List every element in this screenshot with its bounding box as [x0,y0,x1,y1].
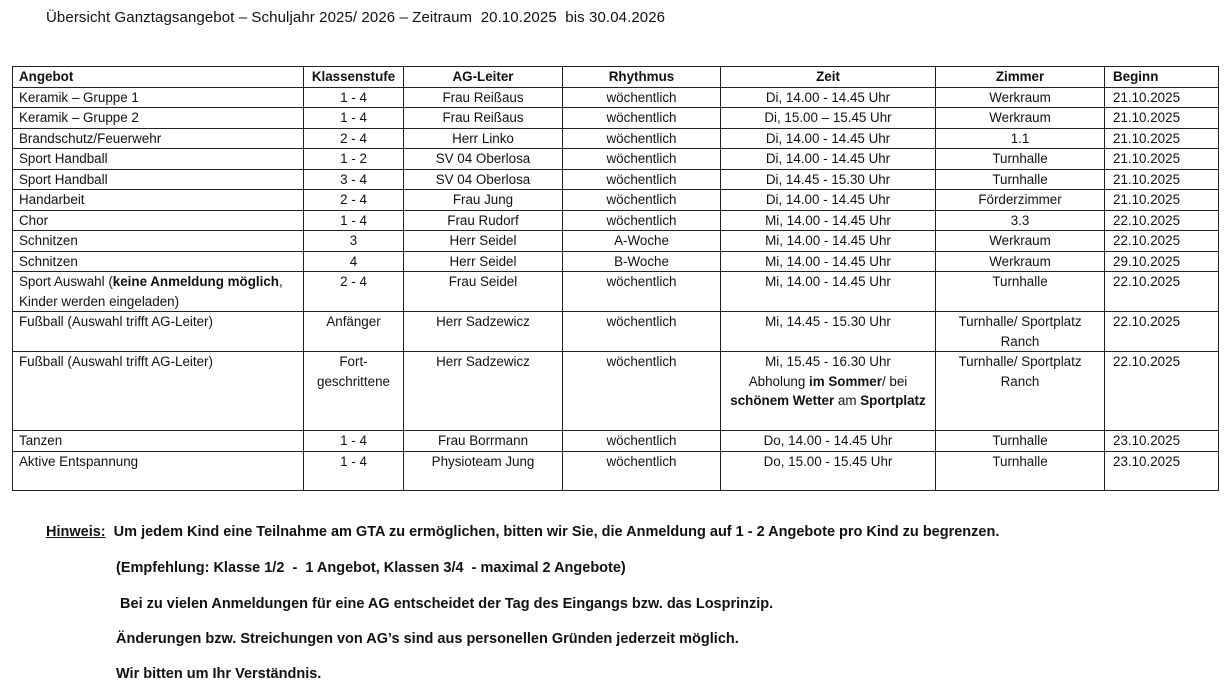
cell-zimmer: Förderzimmer [936,190,1105,211]
table-row-fussball-fortgeschrittene [13,352,1219,431]
header-zimmer: Zimmer [936,67,1105,88]
cell-klassenstufe: 1 - 4 [304,87,404,108]
hinweis-line4: Änderungen bzw. Streichungen von AG’s sind aus personellen Gründen jederzeit möglich. [116,631,739,647]
cell-zeit: Di, 14.00 - 14.45 Uhr [721,128,936,149]
cell-klassenstufe: Fort-geschrittene [304,352,404,431]
zeit-bold-weather: schönem Wetter [730,393,835,408]
cell-beginn: 23.10.2025 [1105,431,1219,452]
cell-zeit: Di, 14.45 - 15.30 Uhr [721,169,936,190]
cell-beginn: 21.10.2025 [1105,87,1219,108]
hinweis-line2: (Empfehlung: Klasse 1/2 - 1 Angebot, Klassen 3/4 - maximal 2 Angebote) [116,560,626,576]
cell-angebot: Tanzen [13,431,304,452]
cell-zeit: Mi, 14.00 - 14.45 Uhr [721,210,936,231]
cell-angebot: Fußball (Auswahl trifft AG-Leiter) [13,352,304,431]
cell-zeit: Di, 14.00 - 14.45 Uhr [721,87,936,108]
cell-ag-leiter: Herr Sadzewicz [404,352,563,431]
table-row-fussball-anfaenger [13,312,1219,352]
cell-klassenstufe: Anfänger [304,312,404,352]
cell-zimmer: Turnhalle [936,149,1105,170]
zeit-mid: / bei [881,373,908,389]
angebot-suffix: , Kinder werden eingeladen) [19,274,283,309]
cell-rhythmus: wöchentlich [563,431,721,452]
cell-zimmer: Turnhalle/ Sportplatz Ranch [936,352,1105,431]
table-row [13,108,1219,129]
cell-angebot: Keramik – Gruppe 1 [13,87,304,108]
cell-rhythmus: wöchentlich [563,210,721,231]
cell-klassenstufe: 3 [304,231,404,252]
cell-zimmer: Turnhalle/ Sportplatz Ranch [936,312,1105,352]
cell-zimmer: Werkraum [936,231,1105,252]
header-beginn: Beginn [1105,67,1219,88]
cell-klassenstufe: 1 - 4 [304,451,404,490]
cell-zeit: Di, 14.00 - 14.45 Uhr [721,149,936,170]
table-row [13,190,1219,211]
cell-klassenstufe: 2 - 4 [304,190,404,211]
table-row [13,451,1219,490]
angebot-prefix: Sport Auswahl ( [19,274,113,289]
header-klassenstufe: Klassenstufe [304,67,404,88]
angebot-bold-note: keine Anmeldung möglich [112,274,279,289]
cell-beginn: 21.10.2025 [1105,149,1219,170]
cell-zimmer: 1.1 [936,128,1105,149]
cell-beginn: 29.10.2025 [1105,251,1219,272]
cell-klassenstufe: 1 - 2 [304,149,404,170]
table-row [13,87,1219,108]
zeit-bold-sportplatz: Sportplatz [860,393,926,408]
table-row [13,169,1219,190]
cell-rhythmus: wöchentlich [563,451,721,490]
cell-ag-leiter: Frau Borrmann [404,431,563,452]
cell-ag-leiter: Frau Reißaus [404,108,563,129]
hinweis-line5: Wir bitten um Ihr Verständnis. [116,666,322,682]
cell-zeit: Mi, 14.00 - 14.45 Uhr [721,231,936,252]
cell-ag-leiter: Herr Sadzewicz [404,312,563,352]
hinweis-text1: Um jedem Kind eine Teilnahme am GTA zu ermöglichen, bitten wir Sie, die Anmeldung auf 1 - 2 Angebote pro Kind zu begrenzen. [105,524,1000,540]
cell-angebot: Brandschutz/Feuerwehr [13,128,304,149]
cell-beginn: 22.10.2025 [1105,352,1219,431]
cell-zimmer: 3.3 [936,210,1105,231]
cell-ag-leiter: SV 04 Oberlosa [404,149,563,170]
cell-angebot: Chor [13,210,304,231]
table-row [13,231,1219,252]
cell-beginn: 22.10.2025 [1105,312,1219,352]
cell-angebot: Aktive Entspannung [13,451,304,490]
cell-rhythmus: wöchentlich [563,108,721,129]
cell-rhythmus: wöchentlich [563,352,721,431]
cell-angebot: Sport Handball [13,149,304,170]
cell-klassenstufe: 2 - 4 [304,128,404,149]
cell-ag-leiter: SV 04 Oberlosa [404,169,563,190]
cell-rhythmus: wöchentlich [563,128,721,149]
cell-rhythmus: wöchentlich [563,190,721,211]
cell-ag-leiter: Herr Seidel [404,231,563,252]
header-angebot: Angebot [13,67,304,88]
cell-angebot: Schnitzen [13,231,304,252]
cell-zeit: Do, 15.00 - 15.45 Uhr [721,451,936,490]
hinweis-label: Hinweis: [46,524,106,540]
cell-zeit: Mi, 14.00 - 14.45 Uhr [721,251,936,272]
zeit-line1: Mi, 15.45 - 16.30 Uhr [765,354,891,369]
cell-zimmer: Werkraum [936,251,1105,272]
cell-beginn: 22.10.2025 [1105,272,1219,312]
cell-rhythmus: wöchentlich [563,312,721,352]
table-row [13,431,1219,452]
hinweis-line3: Bei zu vielen Anmeldungen für eine AG entscheidet der Tag des Eingangs bzw. das Losprinzip. [116,596,774,612]
zeit-bold-summer: im Sommer [809,373,882,389]
cell-zeit: Di, 14.00 - 14.45 Uhr [721,190,936,211]
header-zeit: Zeit [721,67,936,88]
cell-zimmer: Werkraum [936,108,1105,129]
cell-rhythmus: wöchentlich [563,87,721,108]
cell-ag-leiter: Physioteam Jung [404,451,563,490]
cell-angebot: Sport Handball [13,169,304,190]
table-row [13,128,1219,149]
cell-zimmer: Werkraum [936,87,1105,108]
table-row [13,251,1219,272]
cell-klassenstufe: 1 - 4 [304,108,404,129]
cell-zimmer: Turnhalle [936,451,1105,490]
cell-angebot: Keramik – Gruppe 2 [13,108,304,129]
cell-rhythmus: wöchentlich [563,169,721,190]
cell-angebot: Schnitzen [13,251,304,272]
cell-zimmer: Turnhalle [936,431,1105,452]
cell-zeit: Di, 15.00 – 15.45 Uhr [721,108,936,129]
table-header-row [13,67,1219,88]
hinweis-line1 [46,524,999,540]
cell-beginn: 22.10.2025 [1105,210,1219,231]
cell-angebot: Fußball (Auswahl trifft AG-Leiter) [13,312,304,352]
table-row-sport-auswahl [13,272,1219,312]
zeit-post: am [834,393,861,408]
header-ag-leiter: AG-Leiter [404,67,563,88]
header-rhythmus: Rhythmus [563,67,721,88]
cell-zimmer: Turnhalle [936,272,1105,312]
table-row [13,149,1219,170]
cell-beginn: 21.10.2025 [1105,108,1219,129]
zeit-pre: Abholung [748,373,810,389]
cell-beginn: 21.10.2025 [1105,128,1219,149]
cell-rhythmus: B-Woche [563,251,721,272]
cell-angebot: Handarbeit [13,190,304,211]
cell-beginn: 22.10.2025 [1105,231,1219,252]
cell-zeit: Do, 14.00 - 14.45 Uhr [721,431,936,452]
cell-klassenstufe: 1 - 4 [304,210,404,231]
table-row [13,210,1219,231]
cell-angebot [13,272,304,312]
cell-rhythmus: wöchentlich [563,272,721,312]
cell-klassenstufe: 4 [304,251,404,272]
cell-zeit [721,352,936,431]
cell-zeit: Mi, 14.45 - 15.30 Uhr [721,312,936,352]
cell-beginn: 23.10.2025 [1105,451,1219,490]
cell-rhythmus: wöchentlich [563,149,721,170]
cell-zeit: Mi, 14.00 - 14.45 Uhr [721,272,936,312]
cell-ag-leiter: Frau Seidel [404,272,563,312]
cell-ag-leiter: Herr Linko [404,128,563,149]
cell-zimmer: Turnhalle [936,169,1105,190]
cell-klassenstufe: 2 - 4 [304,272,404,312]
cell-klassenstufe: 3 - 4 [304,169,404,190]
cell-ag-leiter: Frau Reißaus [404,87,563,108]
cell-klassenstufe: 1 - 4 [304,431,404,452]
cell-ag-leiter: Frau Rudorf [404,210,563,231]
cell-rhythmus: A-Woche [563,231,721,252]
cell-beginn: 21.10.2025 [1105,190,1219,211]
cell-ag-leiter: Herr Seidel [404,251,563,272]
cell-beginn: 21.10.2025 [1105,169,1219,190]
document-title: Übersicht Ganztagsangebot – Schuljahr 2025/ 2026 – Zeitraum 20.10.2025 bis 30.04.2026 [46,9,666,26]
cell-ag-leiter: Frau Jung [404,190,563,211]
offer-table [12,66,1219,491]
